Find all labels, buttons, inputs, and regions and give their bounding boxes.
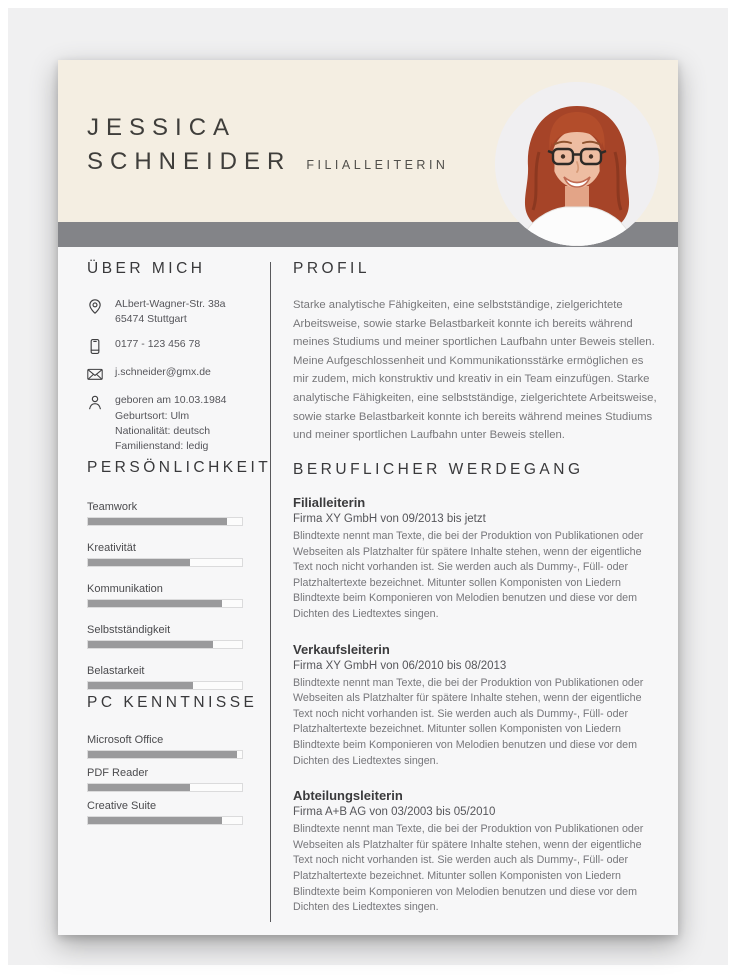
section-title-personality: PERSÖNLICHKEIT xyxy=(87,459,272,476)
skill-label: Kreativität xyxy=(87,542,136,554)
contact-line: Familienstand: ledig xyxy=(115,440,209,453)
job-meta: Firma XY GmbH von 09/2013 bis jetzt xyxy=(293,513,486,525)
skill-bar-track xyxy=(87,558,243,567)
contact-row xyxy=(87,297,245,327)
skill-row xyxy=(87,664,243,690)
skill-bar-fill xyxy=(88,751,237,758)
skill-bar-fill xyxy=(88,784,190,791)
contact-line: j.schneider@gmx.de xyxy=(115,366,211,379)
skill-bar-fill xyxy=(88,682,193,689)
section-title-profile: PROFIL xyxy=(293,260,370,277)
section-title-about: ÜBER MICH xyxy=(87,260,206,277)
skill-bar-fill xyxy=(88,518,227,525)
contact-line: Geburtsort: Ulm xyxy=(115,409,190,422)
skill-bar-track xyxy=(87,640,243,649)
job-description: Blindtexte nennt man Texte, die bei der Produktion von Publikationen oder Webseiten als Platzhalter für spätere Inhalte stehen, wenn der eigentliche Text noch nicht vorhanden ist. Sie werden auch als Dummy-, Füll- oder Platzhaltertexte bezeichnet. Mitunter sollen Komponisten von Liedern Blindtexte beim Komponieren von Melodien benutzen und diese vor dem Dichten des Liedtextes singen. xyxy=(293,823,644,914)
skill-label: Selbstständigkeit xyxy=(87,624,171,636)
job-entry xyxy=(293,495,663,623)
job-description: Blindtexte nennt man Texte, die bei der Produktion von Publikationen oder Webseiten als Platzhalter für spätere Inhalte stehen, wenn der eigentliche Text noch nicht vorhanden ist. Sie werden auch als Dummy-, Füll- oder Platzhaltertexte bezeichnet. Mitunter sollen Komponisten von Liedern Blindtexte beim Komponieren von Melodien benutzen und diese vor dem Dichten des Liedtextes singen. xyxy=(293,676,644,767)
skill-bar-fill xyxy=(88,600,222,607)
skill-row xyxy=(87,500,243,526)
last-name: SCHNEIDER xyxy=(87,148,292,175)
preview-background xyxy=(8,8,728,965)
job-title: Verkaufsleiterin xyxy=(293,641,390,657)
job-entry xyxy=(293,642,663,770)
column-divider-line xyxy=(270,262,271,922)
skill-bar-track xyxy=(87,681,243,690)
contact-line: Nationalität: deutsch xyxy=(115,424,211,437)
skill-label: Kommunikation xyxy=(87,583,163,595)
location-pin-icon xyxy=(87,298,104,315)
skill-bar-track xyxy=(87,816,243,825)
job-description: Blindtexte nennt man Texte, die bei der Produktion von Publikationen oder Webseiten als Platzhalter für spätere Inhalte stehen, wenn der eigentliche Text noch nicht vorhanden ist. Sie werden auch als Dummy-, Füll- oder Platzhaltertexte bezeichnet. Mitunter sollen Komponisten von Liedern Blindtexte beim Komponieren von Melodien benutzen und diese vor dem Dichten des Liedtextes singen. xyxy=(293,530,644,620)
first-name: JESSICA xyxy=(87,114,237,141)
pc-skill-list xyxy=(87,733,243,832)
name-block xyxy=(87,114,448,176)
contact-line: 0177 - 123 456 78 xyxy=(115,338,201,351)
job-meta: Firma A+B AG von 03/2003 bis 05/2010 xyxy=(293,806,496,819)
resume-page xyxy=(58,60,678,935)
skill-bar-track xyxy=(87,750,243,759)
contact-row xyxy=(87,365,245,383)
skill-bar-fill xyxy=(88,641,213,648)
skill-row xyxy=(87,733,243,759)
skill-row xyxy=(87,582,243,608)
section-title-pc-skills: PC KENNTNISSE xyxy=(87,694,258,711)
contact-list xyxy=(87,297,245,464)
job-role-subtitle: FILIALLEITERIN xyxy=(306,158,449,172)
left-column xyxy=(87,60,272,935)
contact-row xyxy=(87,393,245,454)
skill-bar-fill xyxy=(88,817,222,824)
job-title: Filialleiterin xyxy=(293,495,366,510)
skill-label: Creative Suite xyxy=(87,800,157,812)
skill-bar-track xyxy=(87,517,243,526)
contact-line: ALbert-Wagner-Str. 38a xyxy=(115,298,226,310)
job-list xyxy=(293,495,663,935)
skill-row xyxy=(87,623,243,649)
section-title-career: BERUFLICHER WERDEGANG xyxy=(293,461,584,478)
contact-line: geboren am 10.03.1984 xyxy=(115,394,227,407)
profile-text: Starke analytische Fähigkeiten, eine selbstständige, zielgerichtete Arbeitsweise, sowie starke Belastbarkeit konnte ich bereits während meines Studiums und meiner sportlichen Laufbahn unter Beweis stellen. Meine Aufgeschlossenheit und Kommunikationsstärke ermöglichen es mir zudem, mich konstruktiv und kreativ in ein Team einzufügen. Starke analytische Fähigkeiten, eine selbstständige, zielgerichtete Arbeitsweise, sowie starke Belastbarkeit konnte ich bereits während meines Studiums und meiner sportlichen Laufbahn unter Beweis stellen. xyxy=(293,299,657,442)
skill-label: Teamwork xyxy=(87,501,138,513)
job-meta: Firma XY GmbH von 06/2010 bis 08/2013 xyxy=(293,659,507,672)
profile-photo xyxy=(495,82,659,246)
skill-bar-track xyxy=(87,599,243,608)
skill-bar-track xyxy=(87,783,243,792)
skill-label: PDF Reader xyxy=(87,767,149,779)
contact-row xyxy=(87,337,245,355)
job-entry xyxy=(293,788,663,916)
skill-row xyxy=(87,799,243,825)
skill-label: Belastarkeit xyxy=(87,665,145,677)
smartphone-icon xyxy=(87,338,104,355)
person-icon xyxy=(87,394,104,411)
job-title: Abteilungsleiterin xyxy=(293,788,403,804)
skill-label: Microsoft Office xyxy=(87,734,164,746)
skill-row xyxy=(87,541,243,567)
skill-row xyxy=(87,766,243,792)
portrait-illustration xyxy=(495,82,659,246)
contact-line: 65474 Stuttgart xyxy=(115,313,187,326)
skill-bar-fill xyxy=(88,559,190,566)
envelope-icon xyxy=(87,366,104,383)
personality-skill-list xyxy=(87,500,243,705)
